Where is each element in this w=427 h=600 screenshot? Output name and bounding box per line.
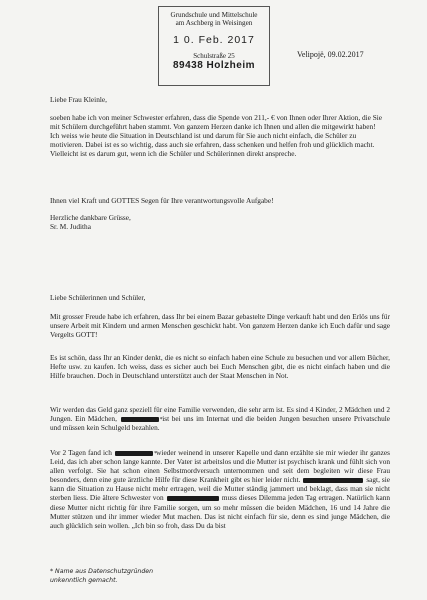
para-text: ist bei uns im Internat und die beiden Jungen besuchen unsere Privatschule und müssen kein Schulgeld bezahlen. xyxy=(50,414,390,433)
letter2-para xyxy=(50,405,390,432)
stamp-school-location: am Aschberg in Weisingen xyxy=(175,19,253,27)
para-text: Vor 2 Tagen fand ich xyxy=(50,448,112,457)
letter1-body xyxy=(50,113,390,158)
stamp-zip-city: 89438 Holzheim xyxy=(172,60,256,71)
redaction-bar xyxy=(167,496,219,501)
closing-line: Herzliche dankbare Grüsse, xyxy=(50,213,131,222)
footnote-line: unkenntlich gemacht. xyxy=(50,577,118,584)
letter2-para xyxy=(50,448,390,530)
privacy-footnote xyxy=(50,567,230,585)
letter1-salutation: Liebe Frau Kleinle, xyxy=(50,95,107,104)
school-receipt-stamp xyxy=(158,6,270,86)
para-text: sagt, sie kann die Situation zu Hause nicht mehr ertragen, weil die Mutter ständig jammert und beklagt, dass man sie nicht sterben liess. Die ältere Schwester von xyxy=(50,475,390,503)
letter-place-date: Velipojë, 09.02.2017 xyxy=(297,50,364,59)
signature-line: Sr. M. Juditha xyxy=(50,222,91,232)
stamp-date: 1 0. Feb. 2017 xyxy=(173,34,255,46)
para-text: Wir werden das Geld ganz speziell für eine Familie verwenden, die sehr arm ist. Es sind 4 Kinder, 2 Mädchen und 2 Jungen. Ein Mädchen, xyxy=(50,405,390,424)
para-text: muss dieses Dilemma jeden Tag ertragen. Natürlich kann diese Mutter nicht richtig für ihre Familie sorgen, um so mehr müssen die beiden Mädchen, 16 und 14 Jahre die Mutter stützen und ihr immer wieder Mut machen. Das ist nicht einfach für sie, denn es sind junge Mädchen, die auch glücklich sein wollen. „Ich bin so froh, dass Du da bist xyxy=(50,493,391,530)
letter2-para: Es ist schön, dass Ihr an Kinder denkt, die es nicht so einfach haben eine Schule zu besuchen und vor allem Bücher, Hefte usw. zu kaufen. Ich weiss, dass es sicher auch bei Euch Menschen gibt, die es nicht einfach haben und die Hilfe brauchen. Doch in Deutschland unterstützt auch der Staat Menschen in Not. xyxy=(50,353,390,381)
redaction-bar xyxy=(303,478,363,483)
redaction-bar xyxy=(121,417,159,422)
footnote-line: * Name aus Datenschutzgründen xyxy=(50,568,154,575)
letter2-para: Mit grosser Freude habe ich erfahren, dass Ihr bei einem Bazar gebastelte Dinge verkauft habt und den Erlös uns für unsere Arbeit mit Kindern und armen Menschen geschickt habt. Von ganzem Herzen danke ich Euch dafür und sage Vergelts GOTT! xyxy=(50,312,390,340)
letter2-salutation: Liebe Schülerinnen und Schüler, xyxy=(50,293,146,302)
letter1-para: Vielleicht ist es darum gut, wenn ich die Schüler und Schülerinnen direkt anspreche. xyxy=(50,149,297,159)
letter1-wish: Ihnen viel Kraft und GOTTES Segen für Ihre verantwortungsvolle Aufgabe! xyxy=(50,196,274,205)
para-text: wieder weinend in unserer Kapelle und dann erzählte sie mir wieder ihr ganzes Leid, das ich aber schon lange kannte. Der Vater ist arbeitslos und die Mutter ist psychisch krank und fühlt sich von allen verfolgt. Sie hat schon einen Selbstmordversuch unternommen und seit dem begleiten wir diese Frau besonders, denn eine gute ärztliche Hilfe für diese Krankheit gibt es hier leider nicht. xyxy=(50,448,391,485)
stamp-street: Schulstraße 25 xyxy=(193,52,235,60)
letter1-para: Ich weiss wie heute die Situation in Deutschland ist und darum für Sie auch nicht einfach, die Schüler zu motivieren. Dabei ist es so wichtig, dass auch sie erfahren, dass schenken und helfen froh und glücklich macht. xyxy=(50,131,375,150)
stamp-school-name: Grundschule und Mittelschule xyxy=(170,11,258,19)
redaction-bar xyxy=(115,451,153,456)
letter1-closing xyxy=(50,213,390,231)
letter1-para: soeben habe ich von meiner Schwester erfahren, dass die Spende von 211,- € von Ihnen oder Ihrer Aktion, die Sie mit Schülern durchgeführt haben stammt. Von ganzem Herzen danke ich Ihnen und allen die mitgewirkt haben! xyxy=(50,113,383,132)
